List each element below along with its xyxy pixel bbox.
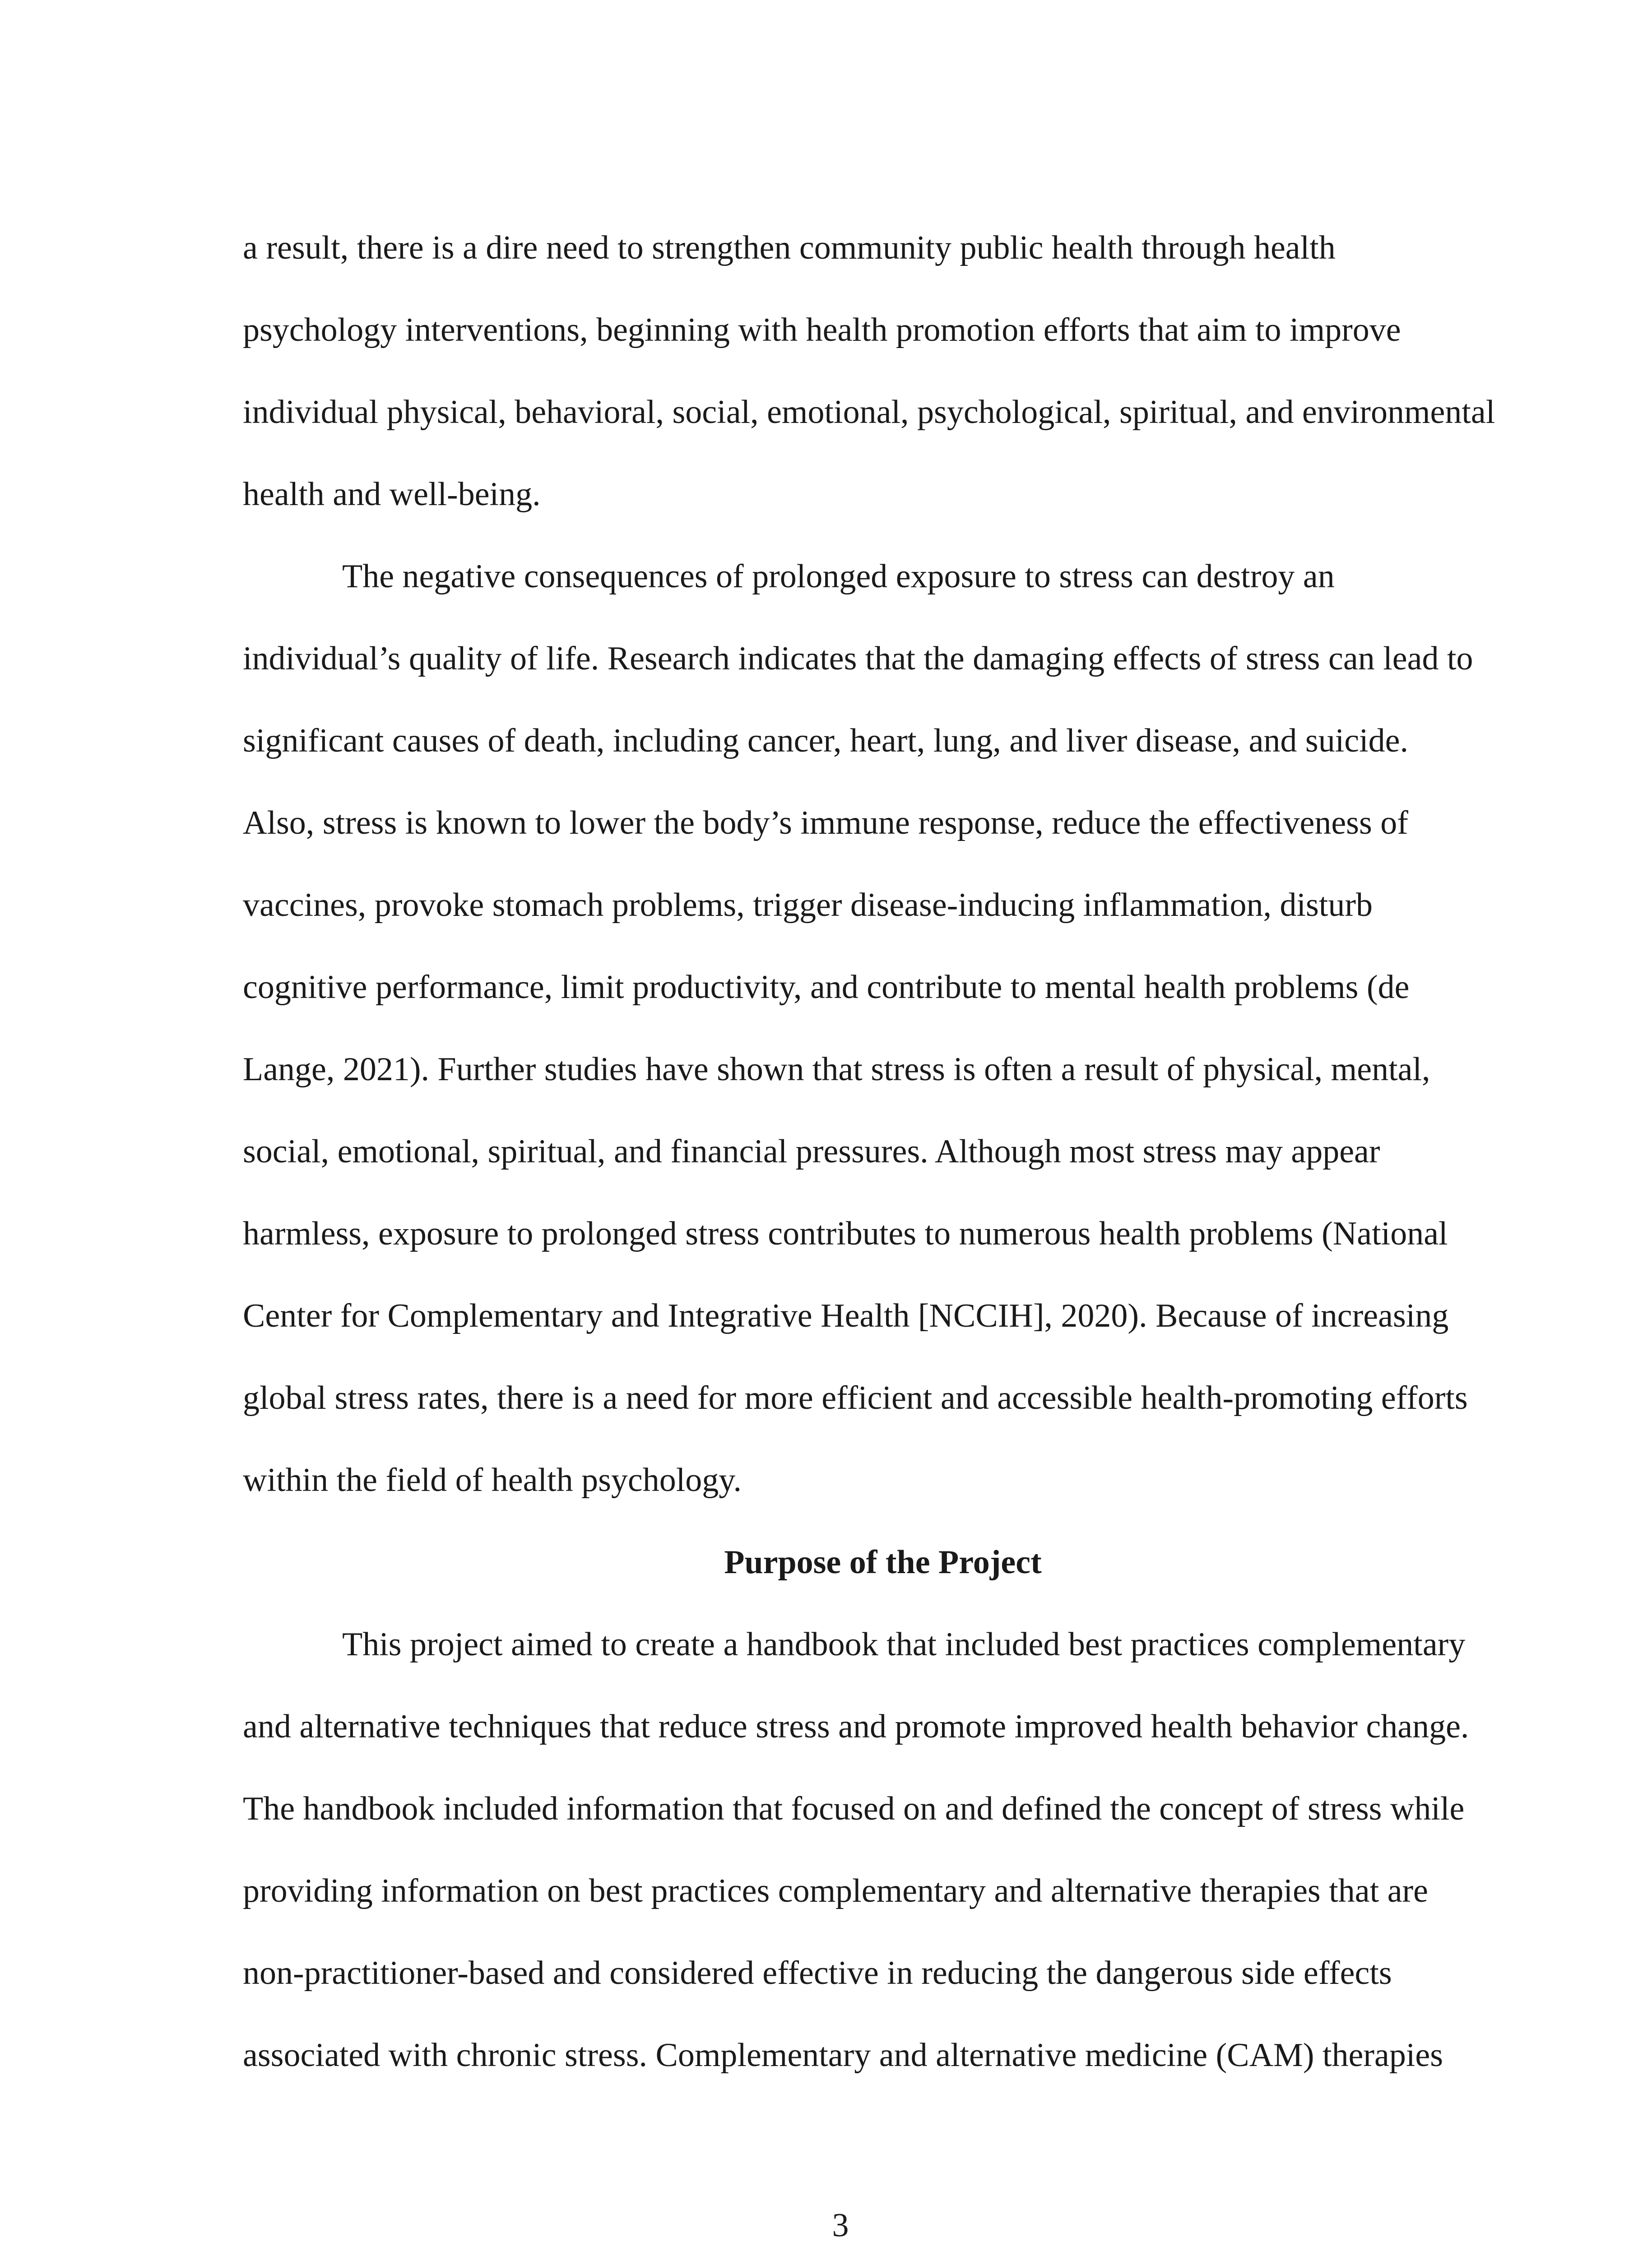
paragraph-purpose xyxy=(243,1603,1469,2096)
text-line: Center for Complementary and Integrative Health [NCCIH], 2020). Because of increasing xyxy=(243,1297,1449,1334)
text-line: harmless, exposure to prolonged stress contributes to numerous health problems (National xyxy=(243,1215,1448,1252)
section-heading: Purpose of the Project xyxy=(724,1544,1042,1581)
text-line: global stress rates, there is a need for more efficient and accessible health-promoting efforts xyxy=(243,1379,1468,1416)
text-line: The negative consequences of prolonged exposure to stress can destroy an xyxy=(342,558,1335,595)
text-line: individual physical, behavioral, social, emotional, psychological, spiritual, and environmental xyxy=(243,394,1495,431)
text-line: psychology interventions, beginning with health promotion efforts that aim to improve xyxy=(243,311,1401,348)
text-line: providing information on best practices complementary and alternative therapies that are xyxy=(243,1872,1429,1909)
text-line: health and well-being. xyxy=(243,476,541,513)
text-line: a result, there is a dire need to strengthen community public health through health xyxy=(243,229,1336,266)
body-text xyxy=(243,207,1495,2096)
text-line: The handbook included information that focused on and defined the concept of stress while xyxy=(243,1790,1465,1827)
text-line: significant causes of death, including cancer, heart, lung, and liver disease, and suicide. xyxy=(243,722,1409,759)
text-line: associated with chronic stress. Complementary and alternative medicine (CAM) therapies xyxy=(243,2037,1443,2074)
paragraph-stress-consequences xyxy=(243,535,1473,1521)
text-line: individual’s quality of life. Research indicates that the damaging effects of stress can lead to xyxy=(243,640,1473,677)
page-number: 3 xyxy=(832,2207,849,2244)
text-line: This project aimed to create a handbook that included best practices complementary xyxy=(342,1626,1466,1663)
text-line: social, emotional, spiritual, and financial pressures. Although most stress may appear xyxy=(243,1133,1380,1170)
text-line: cognitive performance, limit productivity, and contribute to mental health problems (de xyxy=(243,969,1410,1006)
paragraph-continued xyxy=(243,207,1495,535)
text-line: and alternative techniques that reduce stress and promote improved health behavior change. xyxy=(243,1708,1469,1745)
text-line: Lange, 2021). Further studies have shown that stress is often a result of physical, mental, xyxy=(243,1051,1430,1088)
text-line: vaccines, provoke stomach problems, trigger disease-inducing inflammation, disturb xyxy=(243,887,1373,924)
text-line: within the field of health psychology. xyxy=(243,1462,742,1499)
text-line: Also, stress is known to lower the body’s immune response, reduce the effectiveness of xyxy=(243,804,1408,841)
text-line: non-practitioner-based and considered effective in reducing the dangerous side effects xyxy=(243,1955,1392,1992)
